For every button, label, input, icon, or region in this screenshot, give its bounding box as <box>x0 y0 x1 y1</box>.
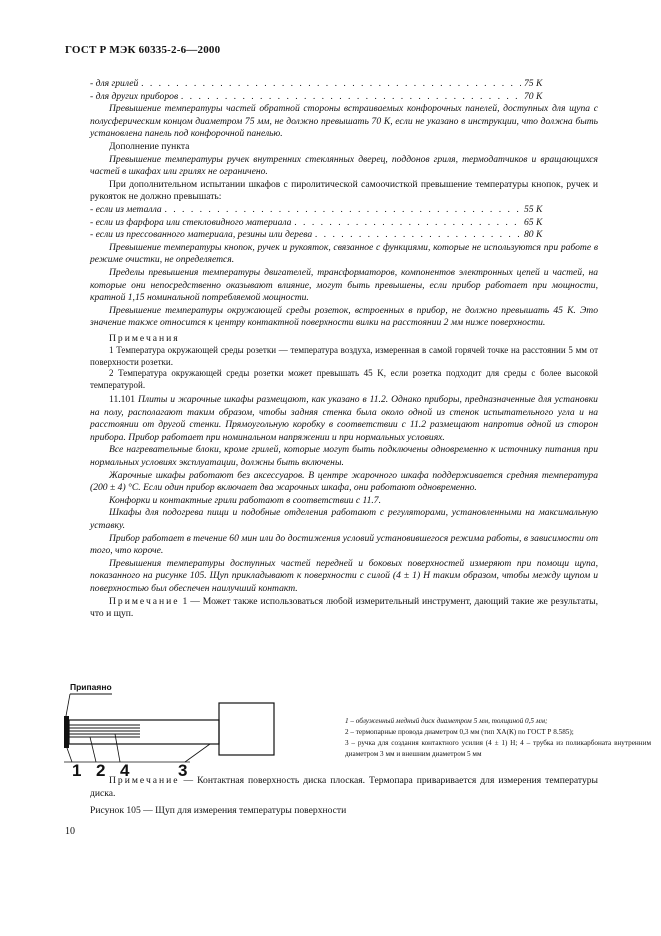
clause-number: 11.101 <box>109 394 136 406</box>
list-value: 65 K <box>524 216 543 228</box>
list-label: - если из фарфора или стекловидного материала <box>90 216 292 228</box>
list-value: 55 K <box>524 203 543 215</box>
contact-disk <box>64 716 69 748</box>
list-value: 80 K <box>524 229 543 241</box>
paragraph-functions: Превышение температуры кнопок, ручек и рукояток, связанное с функциями, которые не используются при работе в режиме очистки, не определяется. <box>90 241 598 266</box>
figure-number-label: 2 <box>96 761 106 780</box>
list-item <box>90 217 598 230</box>
leader-dots <box>181 91 521 104</box>
note-item: 1 Температура окружающей среды розетки — температура воздуха, измеренная в самой горячей точке на расстоянии 5 мм от поверхности розетки. <box>90 345 598 367</box>
pressure-handle <box>219 703 274 755</box>
paragraph-handles: Превышение температуры ручек внутренних стеклянных дверец, поддонов гриля, термодатчиков и вращающихся частей в шкафах или грилях не ограничено. <box>90 153 598 178</box>
note-label: Примечание <box>109 775 180 786</box>
list-item <box>90 78 598 91</box>
note-instrument <box>90 596 598 621</box>
legend-item: 2 – термопарные провода диаметром 0,3 мм (тип ХА(К) по ГОСТ Р 8.585); <box>345 728 574 736</box>
leader-dots <box>294 217 521 230</box>
figure-number-label: 1 <box>72 761 82 780</box>
paragraph-heating: Все нагревательные блоки, кроме грилей, которые могут быть подключены одновременно к источнику питания при нормальных условиях эксплуатации, должны быть включены. <box>90 444 598 469</box>
paragraph-probe: Превышения температуры доступных частей передней и боковых поверхностей измеряют при помощи щупа, показанного на рисунке 105. Щуп прикладывают к поверхности с силой (4 ± 1) Н таким образом, чтобы между щупом и поверхностью был обеспечен наилучший контакт. <box>90 557 598 594</box>
note-disk <box>90 775 598 800</box>
legend-item: 1 – облуженный медный диск диаметром 5 мм, толщиной 0,5 мм; <box>345 717 548 725</box>
figure-105 <box>60 676 651 786</box>
main-text <box>90 78 598 621</box>
list-value: 75 K <box>524 78 543 89</box>
list-label: - если из металла <box>90 203 162 215</box>
figure-label-soldered: Припаяно <box>70 682 112 692</box>
paragraph-pyrolytic: При дополнительном испытании шкафов с пиролитической самоочисткой превышение температуры кнопок, ручек и рукояток не должно превышать: <box>90 178 598 203</box>
page-header: ГОСТ Р МЭК 60335-2-6—2000 <box>65 44 221 56</box>
leader-dots <box>315 229 521 242</box>
leader-dots <box>165 204 521 217</box>
legend-item: 3 – ручка для создания контактного усилия (4 ± 1) Н; 4 – трубка из поликарбоната внутренним диаметром 3 мм и внешним диаметром 5 мм <box>345 739 651 758</box>
figure-caption: Рисунок 105 — Щуп для измерения температуры поверхности <box>90 805 347 817</box>
list-label: - если из прессованного материала, резины или дерева <box>90 229 313 241</box>
probe-drawing <box>60 676 340 786</box>
paragraph-motors: Пределы превышения температуры двигателей, трансформаторов, компонентов электронных цепей и частей, на которые они непосредственно оказывают влияние, могут быть превышены, если прибор работает при мощности, кратной 1,15 номинальной потребляемой мощности. <box>90 266 598 304</box>
paragraph-hobs: Конфорки и контактные грили работают в соответствии с 11.7. <box>109 494 381 506</box>
polycarbonate-tube <box>69 720 219 744</box>
figure-notes <box>90 775 598 818</box>
paragraph-socket: Превышение температуры окружающей среды розеток, встроенных в прибор, не должно превышать 45 К. Это значение также относится к центру контактной поверхности вилки на расстоянии 2 мм ниже поверхности. <box>90 304 598 329</box>
clause-text: Плиты и жарочные шкафы размещают, как указано в 11.2. Однако приборы, предназначенные для установки на полу, располагают таким образом, чтобы задняя стенка была около одной из стенок испытательного угла и на расстоянии от другой стенки. Прямоугольную коробку в соответствии с 11.2 размещают напротив одной из сторон прибора. Прибор работает при номинальном напряжении и при нормальных условиях. <box>90 394 598 443</box>
paragraph-warming: Шкафы для подогрева пищи и подобные отделения работают с регуляторами, установленными на максимальную уставку. <box>90 507 598 532</box>
list-item <box>90 91 598 104</box>
figure-legend <box>345 716 651 760</box>
list-item <box>90 204 598 217</box>
figure-number-label: 4 <box>120 761 130 780</box>
addition-title: Дополнение пункта <box>109 140 190 152</box>
note-label: Примечание <box>109 595 180 607</box>
note-item: 2 Температура окружающей среды розетки может превышать 45 K, если розетка подходит для среды с более высокой температурой. <box>90 368 598 390</box>
leader-dots <box>141 78 521 91</box>
figure-number-label: 3 <box>178 761 188 780</box>
notes-title: Примечания <box>109 332 180 344</box>
paragraph-panels: Превышение температуры частей обратной стороны встраиваемых конфорочных панелей, доступных для щупа с полусферическим концом диаметром 75 мм, не должно превышать 70 К, если не указано в инструкции, что должна быть установлена панель под конфорочной панелью. <box>90 103 598 140</box>
list-label: - для грилей <box>90 78 139 89</box>
clause-11-101 <box>90 394 598 444</box>
list-value: 70 K <box>524 90 543 102</box>
page-number: 10 <box>65 826 75 837</box>
note-text: — Контактная поверхность диска плоская. Термопара приваривается для измерения температуры диска. <box>90 775 598 799</box>
paragraph-ovens: Жарочные шкафы работают без аксессуаров. В центре жарочного шкафа поддерживается средняя температура (200 ± 4) °С. Если один прибор включает два жарочных шкафа, они работают одновременно. <box>90 469 598 494</box>
list-label: - для других приборов <box>90 90 179 102</box>
list-item <box>90 229 598 242</box>
paragraph-duration: Прибор работает в течение 60 мин или до достижения условий установившегося режима работы, в зависимости от того, что короче. <box>90 532 598 557</box>
note-text: 1 — Может также использоваться любой измерительный инструмент, дающий такие же результаты, что и щуп. <box>90 595 598 620</box>
